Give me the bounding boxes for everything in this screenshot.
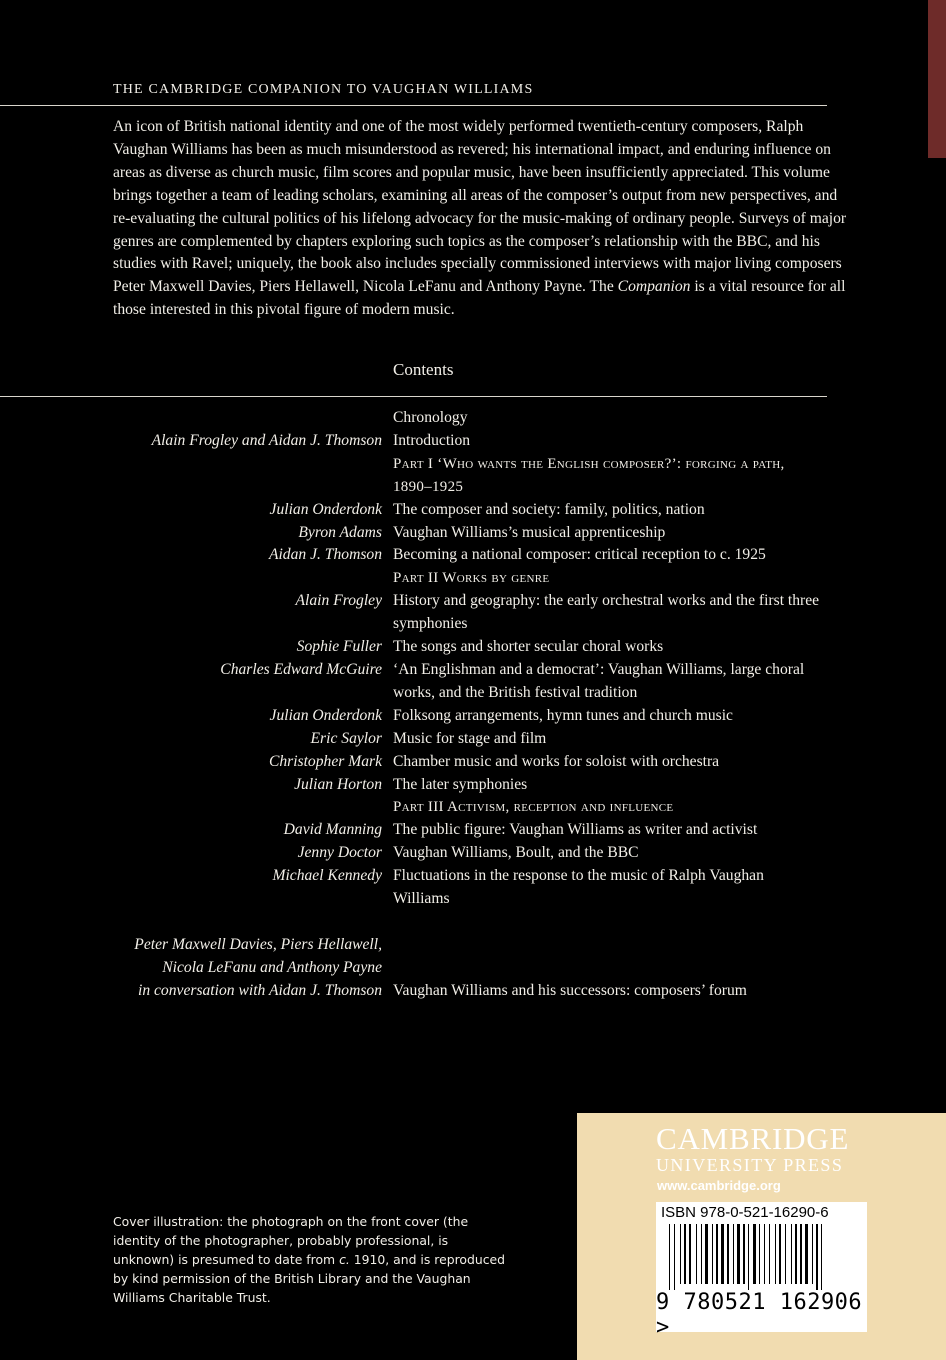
barcode-bar xyxy=(674,1224,675,1290)
toc-entry xyxy=(0,934,946,957)
caption-text: Cover illustration: the photograph on the front cover (the identity of the photographer, probably professional, is unknown) is presumed to date from xyxy=(113,1214,469,1268)
barcode-bar xyxy=(753,1224,756,1284)
barcode-bar xyxy=(669,1224,670,1290)
barcode-bar xyxy=(759,1224,760,1284)
barcode-bar xyxy=(791,1224,792,1284)
top-rule xyxy=(0,105,827,106)
toc-author: Julian Onderdonk xyxy=(269,500,382,518)
toc-title: The public figure: Vaughan Williams as writer and activist xyxy=(393,821,758,839)
toc-author: Michael Kennedy xyxy=(272,867,382,885)
toc-part-heading xyxy=(0,567,946,590)
toc-entry xyxy=(0,430,946,453)
barcode-bar xyxy=(748,1224,749,1290)
table-of-contents xyxy=(0,407,946,1003)
toc-author xyxy=(0,567,382,590)
toc-title: Folksong arrangements, hymn tunes and church music xyxy=(393,706,733,724)
publisher-url[interactable]: www.cambridge.org xyxy=(657,1178,781,1193)
toc-author: in conversation with Aidan J. Thomson xyxy=(137,981,382,999)
toc-author: Julian Onderdonk xyxy=(269,706,382,724)
barcode-bar xyxy=(816,1224,818,1290)
blurb-text-end: is a vital resource for all those interested in this pivotal figure of modern music. xyxy=(113,278,846,319)
publisher-name: CAMBRIDGE xyxy=(656,1121,850,1156)
barcode-bar xyxy=(712,1224,713,1284)
toc-title: Chamber music and works for soloist with orchestra xyxy=(393,752,720,770)
barcode-bar xyxy=(733,1224,734,1284)
barcode-icon xyxy=(659,1224,864,1290)
toc-title: Introduction xyxy=(393,431,471,449)
caption-italic: c. xyxy=(339,1252,350,1268)
toc-entry xyxy=(0,842,946,865)
toc-title: Vaughan Williams’s musical apprenticeship xyxy=(393,523,666,541)
blurb-text: An icon of British national identity and one of the most widely performed twentieth-century composers, Ralph Vaughan Williams has been as much misunderstood as revered; his international impact, and enduring influence on areas as diverse as church music, film scores and popular music, have been insufficiently appreciated. This volume brings together a team of leading scholars, examining all areas of the composer’s output from new perspectives, and re-evaluating the cultural politics of his lifelong advocacy for the music-making of ordinary people. Surveys of major genres are complemented by chapters exploring such topics as the composer’s relationship with the BBC, and his studies with Ravel; uniquely, the book also includes specially commissioned interviews with major living composers Peter Maxwell Davies, Piers Hellawell, Nicola LeFanu and Anthony Payne. The xyxy=(113,118,847,296)
toc-title: The songs and shorter secular choral works xyxy=(393,638,664,656)
toc-entry xyxy=(0,774,946,797)
barcode-bar xyxy=(769,1224,770,1284)
barcode-bar xyxy=(775,1224,776,1284)
toc-entry xyxy=(0,407,946,430)
toc-entry xyxy=(0,659,946,705)
toc-title xyxy=(393,911,823,934)
toc-entry xyxy=(0,957,946,980)
toc-title xyxy=(393,934,823,957)
barcode-bar xyxy=(689,1224,691,1284)
toc-author: Byron Adams xyxy=(298,523,382,541)
toc-title: Becoming a national composer: critical reception to c. 1925 xyxy=(393,546,766,564)
barcode-bar xyxy=(812,1224,813,1284)
toc-author: Julian Horton xyxy=(294,775,382,793)
toc-entry xyxy=(0,865,946,911)
toc-author: Nicola LeFanu and Anthony Payne xyxy=(162,958,382,976)
barcode-box xyxy=(656,1202,867,1340)
blurb-italic: Companion xyxy=(617,278,691,296)
toc-author: Sophie Fuller xyxy=(296,638,382,656)
barcode-bar xyxy=(727,1224,729,1284)
toc-title: Vaughan Williams and his successors: composers’ forum xyxy=(393,981,747,999)
toc-author: Alain Frogley xyxy=(295,592,382,610)
barcode-bar xyxy=(800,1224,802,1284)
toc-entry xyxy=(0,522,946,545)
toc-author: Jenny Doctor xyxy=(297,844,382,862)
contents-rule xyxy=(0,396,827,397)
barcode-bar xyxy=(821,1224,822,1290)
toc-part-heading xyxy=(0,796,946,819)
barcode-bar xyxy=(680,1224,681,1284)
barcode-bar xyxy=(764,1224,765,1284)
barcode-bar xyxy=(805,1224,808,1284)
toc-entry xyxy=(0,705,946,728)
toc-title: Chronology xyxy=(393,409,468,426)
barcode-bar xyxy=(785,1224,786,1284)
toc-author: Christopher Mark xyxy=(268,752,382,770)
toc-author: Peter Maxwell Davies, Piers Hellawell, xyxy=(134,935,382,953)
barcode-bar xyxy=(684,1224,686,1284)
publisher-press: UNIVERSITY PRESS xyxy=(656,1155,844,1175)
toc-title: History and geography: the early orchestral works and the first three symphonies xyxy=(393,592,820,633)
toc-entry xyxy=(0,980,946,1003)
series-title: THE CAMBRIDGE COMPANION TO VAUGHAN WILLIAMS xyxy=(113,82,534,97)
barcode-bar xyxy=(721,1224,724,1284)
barcode-bar xyxy=(705,1224,708,1284)
publisher-panel xyxy=(577,1113,946,1360)
toc-entry xyxy=(0,636,946,659)
barcode-bar xyxy=(795,1224,797,1284)
toc-title: The composer and society: family, politics, nation xyxy=(393,500,705,518)
toc-author: Alain Frogley and Aidan J. Thomson xyxy=(151,431,382,449)
barcode-bar xyxy=(737,1224,740,1284)
toc-title: Part II Works by genre xyxy=(393,570,550,587)
toc-author: Charles Edward McGuire xyxy=(220,660,382,678)
contents-heading: Contents xyxy=(393,360,454,379)
toc-title: Part I ‘Who wants the English composer?’: forging a path, 1890–1925 xyxy=(393,455,785,495)
toc-author: Aidan J. Thomson xyxy=(268,546,382,564)
barcode-bar xyxy=(743,1224,745,1284)
spine-color-strip xyxy=(928,0,946,158)
barcode-bar xyxy=(696,1224,697,1284)
toc-entry xyxy=(0,499,946,522)
toc-title: Music for stage and film xyxy=(393,729,547,747)
toc-author: Eric Saylor xyxy=(310,729,382,747)
toc-title xyxy=(393,957,823,980)
cover-illustration-caption xyxy=(113,1212,513,1307)
toc-entry xyxy=(0,544,946,567)
toc-title: Fluctuations in the response to the music of Ralph Vaughan Williams xyxy=(393,867,764,908)
toc-author xyxy=(0,911,382,934)
toc-title: Part III Activism, reception and influence xyxy=(393,799,674,816)
toc-entry xyxy=(0,819,946,842)
barcode-bar xyxy=(779,1224,781,1284)
toc-author xyxy=(0,453,382,499)
barcode-bar xyxy=(701,1224,702,1284)
toc-author xyxy=(0,796,382,819)
isbn-label: ISBN 978-0-521-16290-6 xyxy=(661,1204,829,1221)
toc-entry xyxy=(0,751,946,774)
ean-digits: 9 780521 162906 > xyxy=(656,1290,863,1340)
toc-title: The later symphonies xyxy=(393,775,528,793)
barcode-bar xyxy=(716,1224,718,1284)
toc-entry xyxy=(0,590,946,636)
toc-title: Vaughan Williams, Boult, and the BBC xyxy=(393,844,639,862)
toc-entry xyxy=(0,911,946,934)
toc-author: David Manning xyxy=(283,821,382,839)
blurb xyxy=(113,116,853,322)
toc-author xyxy=(0,407,382,430)
toc-part-heading xyxy=(0,453,946,499)
toc-title: ‘An Englishman and a democrat’: Vaughan Williams, large choral works, and the British festival tradition xyxy=(393,660,805,701)
toc-entry xyxy=(0,728,946,751)
caption-text-end: 1910, and is reproduced by kind permission of the British Library and the Vaughan Williams Charitable Trust. xyxy=(113,1252,505,1306)
